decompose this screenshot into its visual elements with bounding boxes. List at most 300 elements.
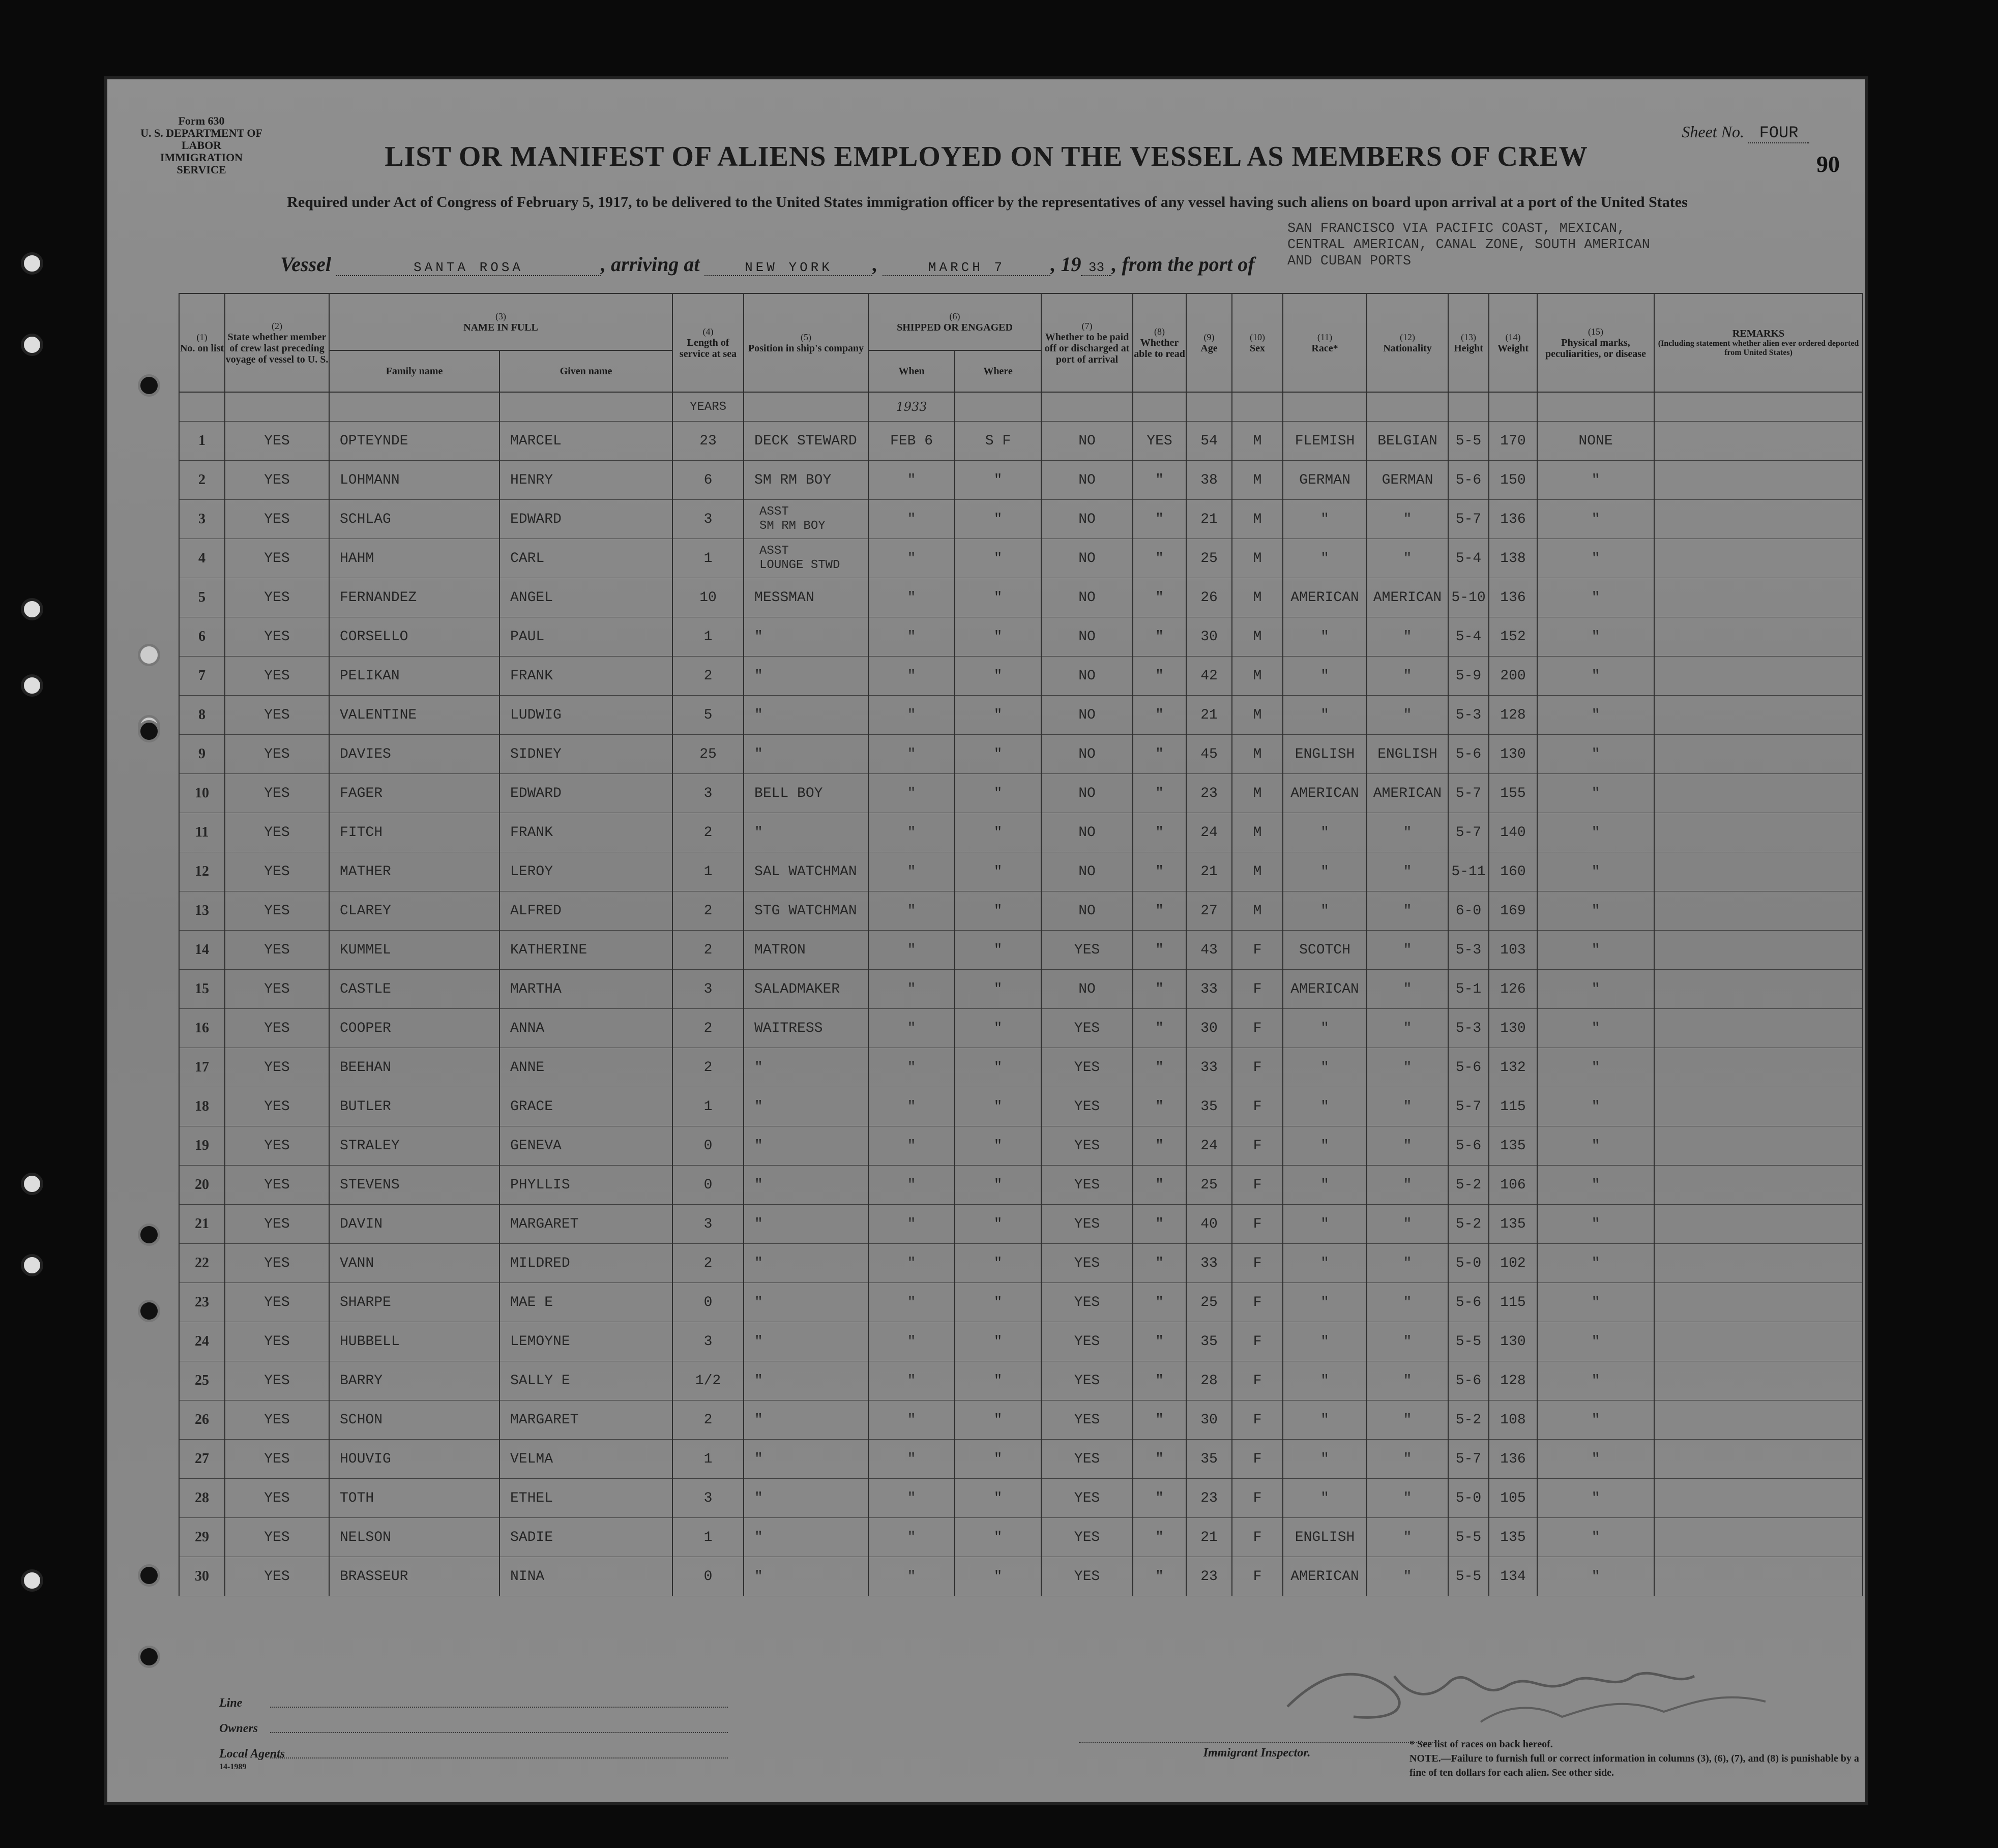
vessel-label: Vessel [280,253,331,276]
height: 5-6 [1448,735,1489,774]
race: GERMAN [1283,461,1367,500]
binder-hole [21,1254,43,1276]
height: 5-6 [1448,1126,1489,1166]
family-name: COOPER [329,1009,500,1048]
remarks [1654,500,1863,539]
able-to-read: " [1133,1557,1186,1596]
position: " [744,1166,868,1205]
able-to-read: " [1133,931,1186,970]
given-name: FRANK [500,657,672,696]
sex: M [1232,617,1283,657]
binder-hole [138,644,160,666]
crew-row [179,931,1863,970]
service-length: 2 [672,1009,744,1048]
family-name: FERNANDEZ [329,578,500,617]
height: 5-5 [1448,1322,1489,1361]
crew-row [179,1283,1863,1322]
previous-voyage: YES [225,1087,329,1126]
shipped-when: " [868,1440,955,1479]
given-name: MILDRED [500,1244,672,1283]
position: " [744,1400,868,1440]
shipped-when: " [868,1518,955,1557]
paid-off: YES [1041,1283,1133,1322]
age: 28 [1186,1361,1232,1400]
family-name: KUMMEL [329,931,500,970]
service-unit: YEARS [672,392,744,422]
paid-off: YES [1041,1009,1133,1048]
shipped-where: " [955,735,1041,774]
paid-off: YES [1041,1361,1133,1400]
age: 33 [1186,1048,1232,1087]
weight: 150 [1489,461,1537,500]
row-number: 17 [179,1048,225,1087]
physical-marks: " [1537,1400,1654,1440]
physical-marks: " [1537,970,1654,1009]
remarks [1654,1479,1863,1518]
weight: 160 [1489,852,1537,891]
nationality: " [1367,970,1448,1009]
family-name: SCHON [329,1400,500,1440]
row-number: 30 [179,1557,225,1596]
sex: F [1232,970,1283,1009]
crew-row [179,657,1863,696]
binder-hole [21,334,43,356]
row-number: 5 [179,578,225,617]
weight: 200 [1489,657,1537,696]
family-name: TOTH [329,1479,500,1518]
nationality: " [1367,813,1448,852]
nationality: " [1367,617,1448,657]
row-number: 15 [179,970,225,1009]
shipped-where: " [955,1166,1041,1205]
race: " [1283,1205,1367,1244]
given-name: VELMA [500,1440,672,1479]
position: SM RM BOY [744,461,868,500]
nationality: " [1367,1440,1448,1479]
previous-voyage: YES [225,1283,329,1322]
age: 23 [1186,1557,1232,1596]
col-family-name-header: Family name [329,350,500,392]
sex: F [1232,1048,1283,1087]
col-nationality-header: (12) Nationality [1367,293,1448,392]
sex: M [1232,461,1283,500]
previous-voyage: YES [225,1048,329,1087]
height: 5-10 [1448,578,1489,617]
shipped-where: " [955,539,1041,578]
race: " [1283,617,1367,657]
nationality: " [1367,931,1448,970]
able-to-read: " [1133,1048,1186,1087]
weight: 134 [1489,1557,1537,1596]
race: " [1283,1322,1367,1361]
remarks [1654,1048,1863,1087]
position: WAITRESS [744,1009,868,1048]
able-to-read: " [1133,1205,1186,1244]
previous-voyage: YES [225,1244,329,1283]
family-name: NELSON [329,1518,500,1557]
nationality: " [1367,1009,1448,1048]
weight: 140 [1489,813,1537,852]
given-name: LEMOYNE [500,1322,672,1361]
age: 21 [1186,1518,1232,1557]
shipped-when: " [868,931,955,970]
height: 5-3 [1448,931,1489,970]
row-number: 23 [179,1283,225,1322]
height: 5-2 [1448,1400,1489,1440]
shipped-when: " [868,696,955,735]
previous-voyage: YES [225,1205,329,1244]
page-subtitle: Required under Act of Congress of February 5, 1917, to be delivered to the United States immigration officer by the representatives of any vessel having such aliens on board upon arrival at a port of the United States [287,194,1688,211]
shipped-where: " [955,1361,1041,1400]
paid-off: YES [1041,1166,1133,1205]
age: 23 [1186,1479,1232,1518]
race: " [1283,500,1367,539]
service-length: 0 [672,1557,744,1596]
given-name: ANGEL [500,578,672,617]
physical-marks: " [1537,617,1654,657]
remarks [1654,852,1863,891]
height: 5-0 [1448,1479,1489,1518]
family-name: SHARPE [329,1283,500,1322]
row-number: 13 [179,891,225,931]
crew-row [179,1518,1863,1557]
weight: 128 [1489,1361,1537,1400]
given-name: HENRY [500,461,672,500]
family-name: VALENTINE [329,696,500,735]
paid-off: NO [1041,696,1133,735]
crew-row [179,1087,1863,1126]
family-name: MATHER [329,852,500,891]
service-length: 6 [672,461,744,500]
service-length: 23 [672,422,744,461]
crew-table [179,293,1863,1596]
weight: 135 [1489,1126,1537,1166]
penalty-note: NOTE.—Failure to furnish full or correct information in columns (3), (6), (7), and (8) is punishable by a fine of ten dollars for each alien. See other side. [1409,1753,1859,1778]
sex: M [1232,774,1283,813]
service-length: 25 [672,735,744,774]
paid-off: NO [1041,774,1133,813]
physical-marks: " [1537,1361,1654,1400]
remarks [1654,461,1863,500]
given-name: EDWARD [500,774,672,813]
service-length: 3 [672,1479,744,1518]
crew-row [179,617,1863,657]
family-name: LOHMANN [329,461,500,500]
weight: 102 [1489,1244,1537,1283]
previous-voyage: YES [225,1440,329,1479]
position: " [744,1126,868,1166]
position: " [744,1557,868,1596]
col-race-header: (11) Race* [1283,293,1367,392]
physical-marks: " [1537,461,1654,500]
sex: M [1232,891,1283,931]
position: SALADMAKER [744,970,868,1009]
col-given-name-header: Given name [500,350,672,392]
physical-marks: " [1537,813,1654,852]
race: " [1283,813,1367,852]
given-name: KATHERINE [500,931,672,970]
height: 5-4 [1448,539,1489,578]
owners-field [270,1732,728,1733]
shipped-where: " [955,1205,1041,1244]
physical-marks: " [1537,1048,1654,1087]
given-name: ANNA [500,1009,672,1048]
remarks [1654,578,1863,617]
sex: F [1232,1087,1283,1126]
physical-marks: " [1537,774,1654,813]
position: " [744,1048,868,1087]
previous-voyage: YES [225,1361,329,1400]
age: 30 [1186,617,1232,657]
weight: 169 [1489,891,1537,931]
able-to-read: " [1133,774,1186,813]
race: " [1283,891,1367,931]
race: " [1283,1009,1367,1048]
previous-voyage: YES [225,696,329,735]
crew-row [179,813,1863,852]
physical-marks: " [1537,657,1654,696]
crew-row [179,1244,1863,1283]
remarks [1654,696,1863,735]
previous-voyage: YES [225,813,329,852]
family-name: BARRY [329,1361,500,1400]
row-number: 10 [179,774,225,813]
nationality: GERMAN [1367,461,1448,500]
remarks [1654,774,1863,813]
physical-marks: " [1537,1440,1654,1479]
sex: F [1232,1126,1283,1166]
able-to-read: " [1133,1126,1186,1166]
sex: M [1232,813,1283,852]
service-length: 1 [672,539,744,578]
weight: 130 [1489,735,1537,774]
physical-marks: " [1537,1283,1654,1322]
weight: 170 [1489,422,1537,461]
height: 5-3 [1448,1009,1489,1048]
nationality: " [1367,1361,1448,1400]
arriving-label: , arriving at [601,253,700,276]
service-length: 1 [672,1087,744,1126]
paid-off: NO [1041,578,1133,617]
nationality: AMERICAN [1367,578,1448,617]
sheet-number-value: FOUR [1748,124,1809,143]
sex: F [1232,1518,1283,1557]
binder-hole [21,252,43,275]
able-to-read: " [1133,617,1186,657]
able-to-read: " [1133,735,1186,774]
row-number: 9 [179,735,225,774]
paid-off: YES [1041,931,1133,970]
service-length: 3 [672,970,744,1009]
race: " [1283,1048,1367,1087]
previous-voyage: YES [225,422,329,461]
able-to-read: " [1133,657,1186,696]
shipped-where: " [955,617,1041,657]
row-number: 21 [179,1205,225,1244]
binder-hole [138,720,160,742]
remarks [1654,1009,1863,1048]
given-name: ALFRED [500,891,672,931]
race: AMERICAN [1283,774,1367,813]
binder-hole [21,674,43,697]
paid-off: YES [1041,1087,1133,1126]
shipped-where: " [955,931,1041,970]
service-length: 1 [672,1518,744,1557]
pre-row [179,392,1863,422]
race: SCOTCH [1283,931,1367,970]
row-number: 14 [179,931,225,970]
given-name: FRANK [500,813,672,852]
paid-off: YES [1041,1440,1133,1479]
binder-hole [138,374,160,397]
race: " [1283,1126,1367,1166]
age: 33 [1186,1244,1232,1283]
weight: 115 [1489,1087,1537,1126]
arrival-date: MARCH 7 [883,260,1050,276]
height: 5-5 [1448,422,1489,461]
row-number: 27 [179,1440,225,1479]
crew-row [179,1400,1863,1440]
physical-marks: " [1537,539,1654,578]
nationality: " [1367,1126,1448,1166]
binder-hole [21,598,43,620]
binder-hole [138,1564,160,1587]
crew-row [179,461,1863,500]
shipped-when: " [868,1479,955,1518]
shipped-where: " [955,1518,1041,1557]
crew-row [179,1126,1863,1166]
age: 21 [1186,500,1232,539]
row-number: 1 [179,422,225,461]
previous-voyage: YES [225,1400,329,1440]
position-text: ASST LOUNGE STWD [759,544,840,572]
sex: F [1232,1166,1283,1205]
row-number: 26 [179,1400,225,1440]
family-name: HAHM [329,539,500,578]
age: 40 [1186,1205,1232,1244]
arriving-port: NEW YORK [704,260,872,276]
previous-voyage: YES [225,461,329,500]
height: 5-0 [1448,1244,1489,1283]
previous-voyage: YES [225,1009,329,1048]
height: 5-2 [1448,1166,1489,1205]
col-shipped-header: (6) SHIPPED OR ENGAGED [868,293,1041,350]
position: MATRON [744,931,868,970]
nationality: " [1367,500,1448,539]
position: " [744,1087,868,1126]
height: 5-9 [1448,657,1489,696]
crew-row [179,891,1863,931]
height: 6-0 [1448,891,1489,931]
shipped-where: " [955,813,1041,852]
crew-row [179,1009,1863,1048]
previous-voyage: YES [225,657,329,696]
remarks [1654,813,1863,852]
paid-off: YES [1041,1479,1133,1518]
vessel-name: SANTA ROSA [336,260,601,276]
age: 33 [1186,970,1232,1009]
sex: F [1232,1205,1283,1244]
nationality: BELGIAN [1367,422,1448,461]
weight: 106 [1489,1166,1537,1205]
service-length: 2 [672,813,744,852]
weight: 136 [1489,500,1537,539]
age: 35 [1186,1087,1232,1126]
page-number: 90 [1816,151,1840,177]
paid-off: YES [1041,1048,1133,1087]
remarks [1654,931,1863,970]
age: 38 [1186,461,1232,500]
shipped-when: " [868,1205,955,1244]
race: " [1283,1087,1367,1126]
shipped-where: " [955,1400,1041,1440]
physical-marks: " [1537,1126,1654,1166]
remarks [1654,422,1863,461]
weight: 108 [1489,1400,1537,1440]
header-row [179,293,1863,350]
able-to-read: " [1133,500,1186,539]
sex: F [1232,1479,1283,1518]
sex: M [1232,852,1283,891]
physical-marks: " [1537,1244,1654,1283]
service-length: 2 [672,1048,744,1087]
paid-off: NO [1041,970,1133,1009]
age: 21 [1186,696,1232,735]
weight: 105 [1489,1479,1537,1518]
physical-marks: " [1537,891,1654,931]
race: " [1283,1283,1367,1322]
paid-off: YES [1041,1244,1133,1283]
col-when-header: When [868,350,955,392]
weight: 132 [1489,1048,1537,1087]
service-length: 10 [672,578,744,617]
nationality: AMERICAN [1367,774,1448,813]
physical-marks: " [1537,1557,1654,1596]
position: " [744,617,868,657]
remarks [1654,1557,1863,1596]
able-to-read: " [1133,891,1186,931]
previous-voyage: YES [225,1557,329,1596]
paid-off: NO [1041,422,1133,461]
crew-row [179,1479,1863,1518]
race: " [1283,1361,1367,1400]
given-name: CARL [500,539,672,578]
crew-row [179,1166,1863,1205]
age: 24 [1186,813,1232,852]
sex: M [1232,735,1283,774]
shipped-where: " [955,1087,1041,1126]
paid-off: NO [1041,539,1133,578]
weight: 115 [1489,1283,1537,1322]
shipped-where: " [955,1126,1041,1166]
shipped-where: " [955,852,1041,891]
paid-off: YES [1041,1126,1133,1166]
race: " [1283,696,1367,735]
able-to-read: " [1133,1400,1186,1440]
crew-row [179,539,1863,578]
family-name: SCHLAG [329,500,500,539]
height: 5-6 [1448,1361,1489,1400]
position [744,500,868,539]
family-name: CORSELLO [329,617,500,657]
height: 5-7 [1448,1440,1489,1479]
age: 43 [1186,931,1232,970]
shipped-where: " [955,1244,1041,1283]
service-length: 2 [672,1400,744,1440]
service-length: 0 [672,1283,744,1322]
remarks [1654,1205,1863,1244]
remarks [1654,1244,1863,1283]
